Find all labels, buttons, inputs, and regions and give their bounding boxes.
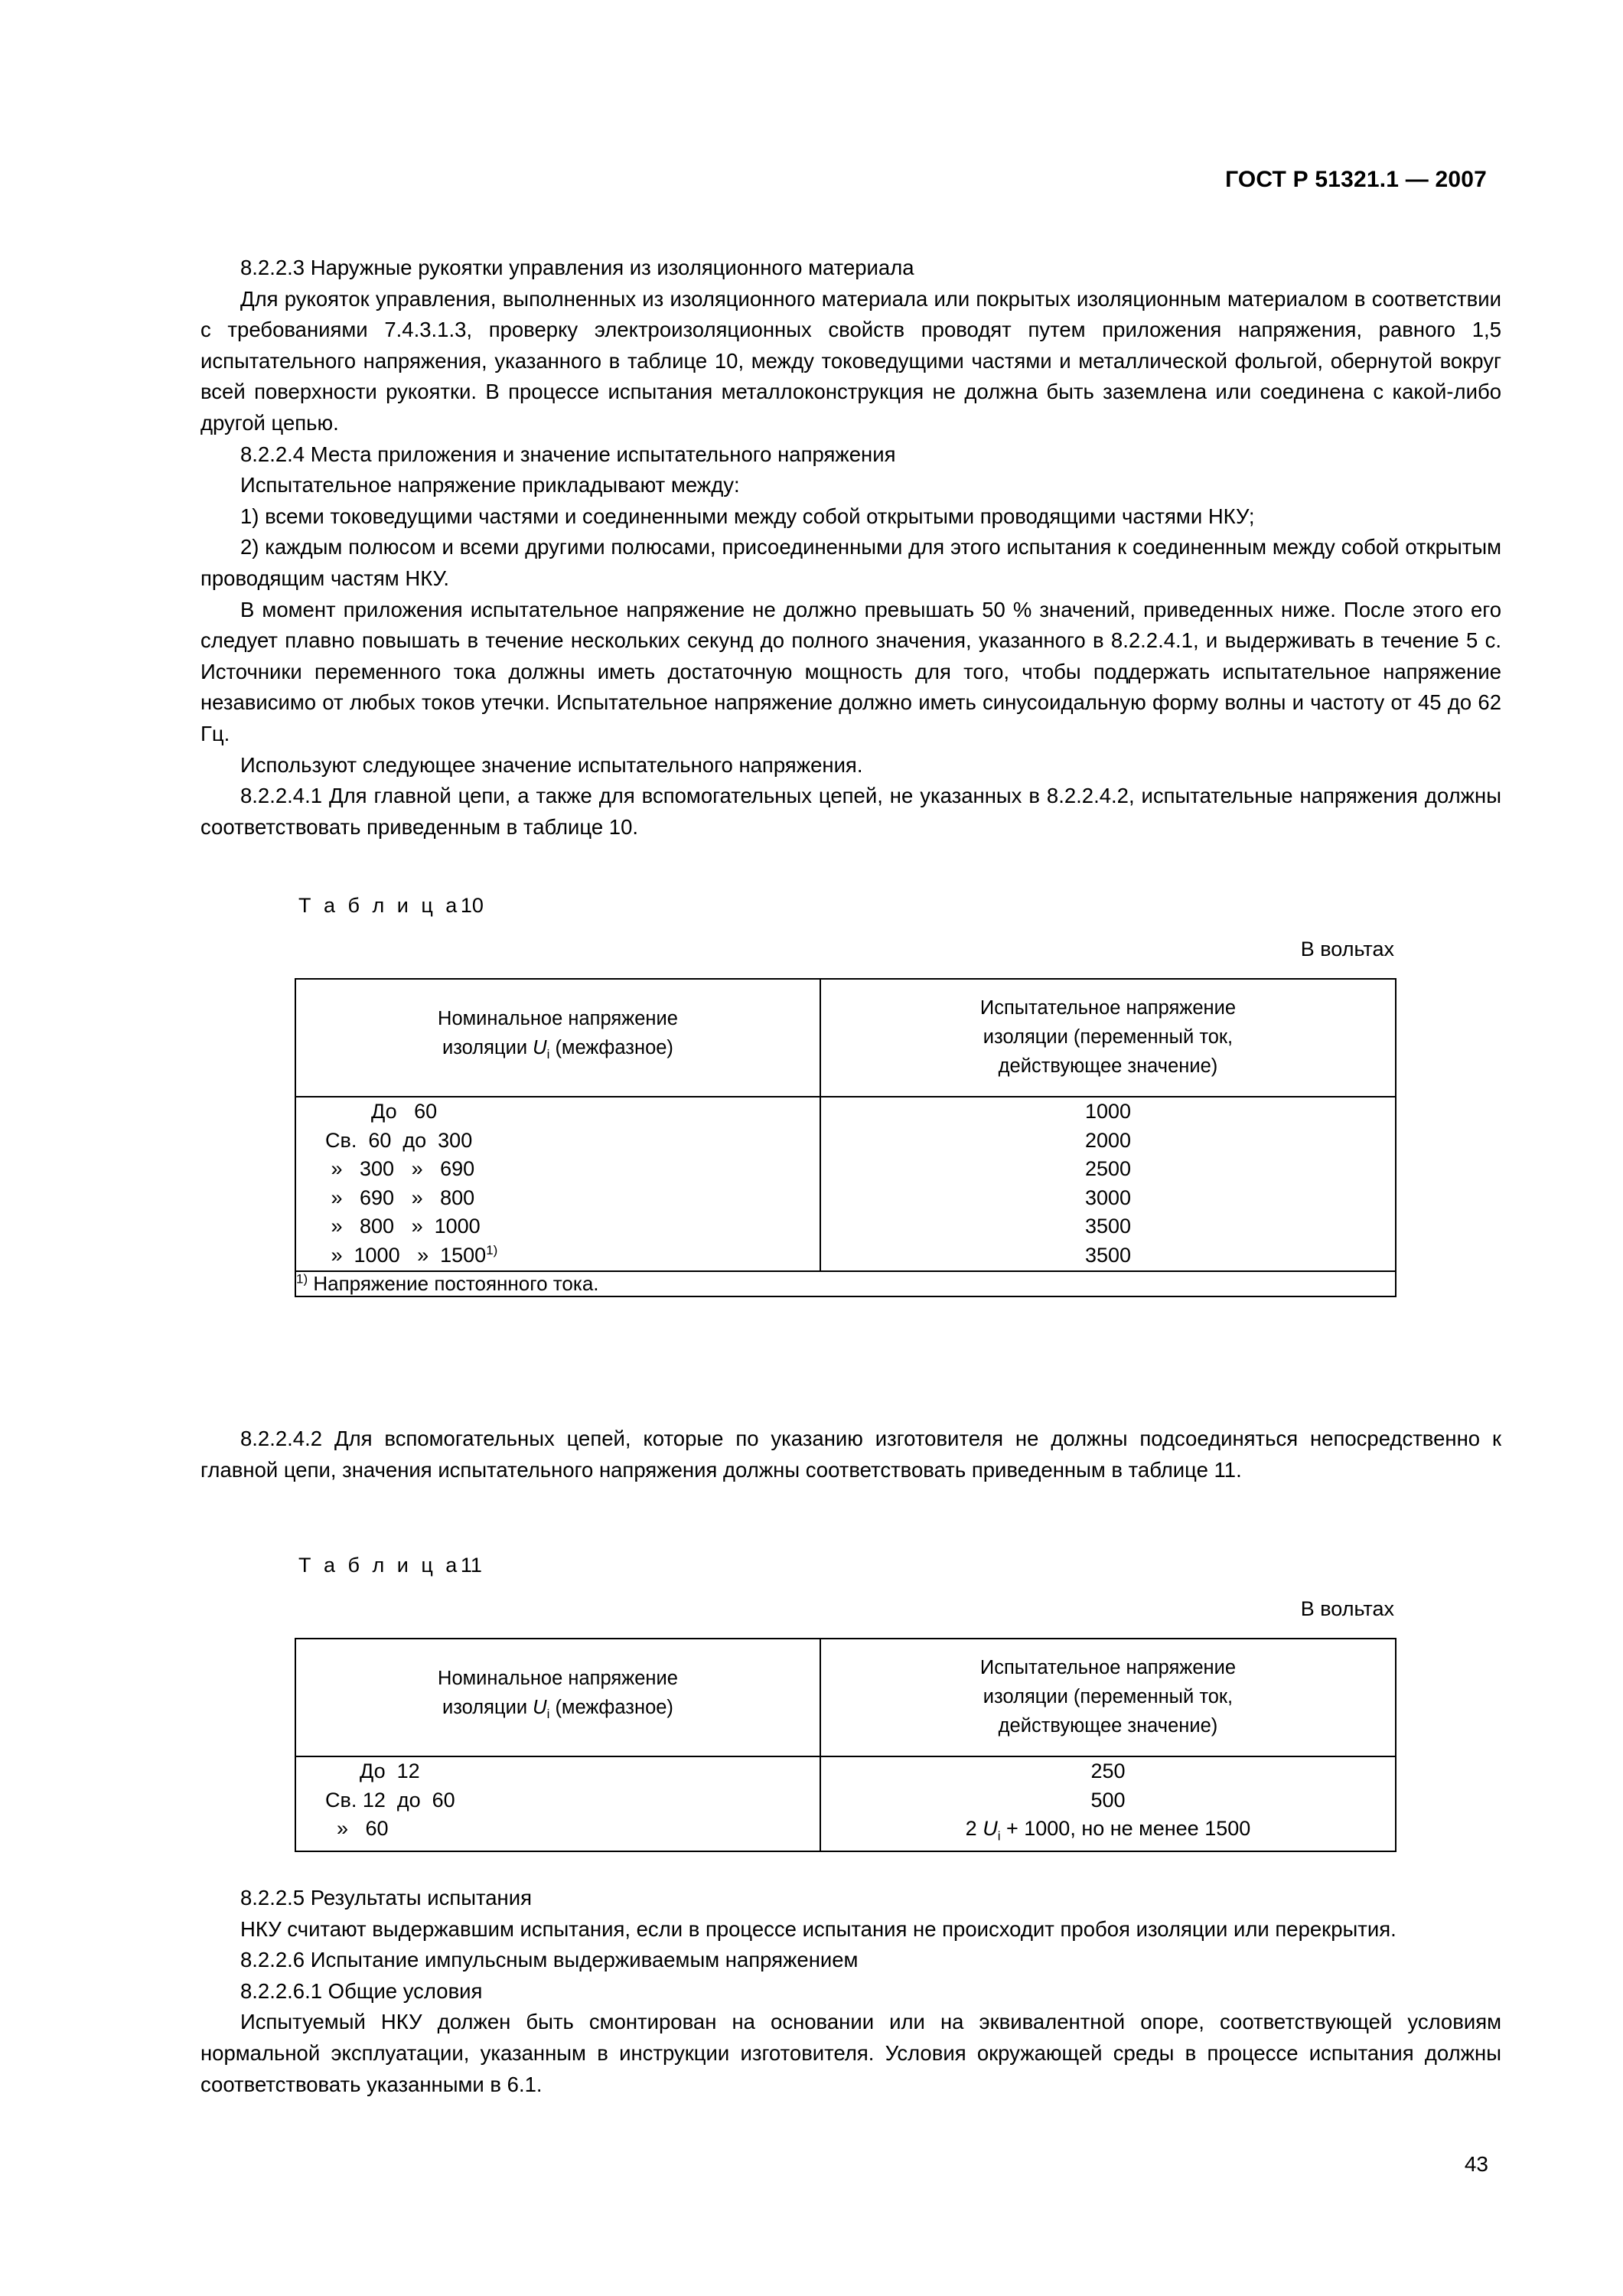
table-10-block xyxy=(200,894,1501,1297)
table-10-header-b-line-1: Испытательное напряжение xyxy=(979,997,1237,1019)
paragraph-8-2-2-4-1: 8.2.2.4.1 Для главной цепи, а также для вспомогательных цепей, не указанных в 8.2.2.4.2, испытательные напряжения должны соответствовать приведенным в таблице 10. xyxy=(200,784,1501,839)
section-heading-8-2-2-3: 8.2.2.3 Наружные рукоятки управления из изоляционного материала xyxy=(240,256,914,279)
formula-suffix: + 1000, но не менее 1500 xyxy=(1000,1817,1251,1841)
footnote-marker: 1) xyxy=(296,1270,308,1286)
table-cell-value-formula xyxy=(821,1815,1395,1851)
section-heading-8-2-2-6-1: 8.2.2.6.1 Общие условия xyxy=(240,1978,483,2003)
table-10-header-line-1: Номинальное напряжение xyxy=(438,1008,678,1030)
paragraph-voltage-application-procedure: В момент приложения испытательное напряжение не должно превышать 50 % значений, приведенных ниже. После этого его следует плавно повышать в течение нескольких секунд до полного значения, указанного в 8.2.2.4.1, и выдерживать в течение 5 с. Источники переменного тока должны иметь достаточную мощность для того, чтобы поддержать испытательное напряжение независимо от любых токов утечки. Испытательное напряжение должно иметь синусоидальную форму волны и частоту от 45 до 62 Гц. xyxy=(200,597,1501,745)
table-10-caption-number: 10 xyxy=(460,894,484,917)
table-11-value-list xyxy=(821,1757,1395,1851)
table-row: До 12 xyxy=(325,1760,420,1782)
table-11-caption xyxy=(298,1554,1501,1577)
paragraph-use-following-value: Используют следующее значение испытательного напряжения. xyxy=(240,752,863,777)
table-11-block xyxy=(200,1554,1501,1852)
table-row: » 300 » 690 xyxy=(325,1157,475,1181)
section-heading-8-2-2-6: 8.2.2.6 Испытание импульсным выдерживаемым напряжением xyxy=(240,1948,859,1972)
table-10 xyxy=(295,978,1396,1297)
section-heading-8-2-2-5: 8.2.2.5 Результаты испытания xyxy=(240,1886,532,1910)
table-10-range-list xyxy=(296,1097,820,1270)
paragraph-insulating-handles: Для рукояток управления, выполненных из изоляционного материала или покрытых изоляционным материалом в соответствии с требованиями 7.4.3.1.3, проверку электроизоляционных свойств проводят путем приложения напряжения, равного 1,5 испытательного напряжения, указанного в таблице 10, между токоведущими частями и металлической фольгой, обернутой вокруг всей поверхности рукоятки. В процессе испытания металлоконструкция не должна быть заземлена или соединена с какой-либо другой цепью. xyxy=(200,286,1501,435)
table-10-ranges-cell xyxy=(295,1097,820,1271)
table-10-caption xyxy=(298,894,1501,918)
paragraph-applied-between: Испытательное напряжение прикладывают между: xyxy=(240,473,740,497)
table-10-header-cell-rated-voltage xyxy=(295,979,820,1097)
table-11-header-cell-test-voltage xyxy=(820,1639,1396,1756)
table-cell-value: 1000 xyxy=(1084,1100,1132,1123)
table-10-header-b-line-2: изоляции (переменный ток, xyxy=(983,1026,1234,1048)
list-item-1: 1) всеми токоведущими частями и соединенными между собой открытыми проводящими частями НКУ; xyxy=(240,504,1255,528)
text-body-column-bottom xyxy=(200,1883,1501,2100)
table-row: До 60 xyxy=(325,1100,438,1123)
formula-prefix: 2 xyxy=(965,1817,983,1841)
paragraph-8-2-2-4-2: 8.2.2.4.2 Для вспомогательных цепей, которые по указанию изготовителя не должны подсоединяться непосредственно к главной цепи, значения испытательного напряжения должны соответствовать приведенным в таблице 11. xyxy=(200,1427,1501,1482)
footnote-text: Напряжение постоянного тока. xyxy=(313,1271,599,1295)
table-10-header-cell-test-voltage xyxy=(820,979,1396,1097)
page-number: 43 xyxy=(1464,2152,1488,2176)
table-10-header-row xyxy=(295,979,1396,1097)
text-body-column-middle xyxy=(200,1424,1501,1486)
table-row: Св. 60 до 300 xyxy=(325,1128,473,1152)
table-cell-value: 3500 xyxy=(1084,1215,1132,1238)
table-10-header-b-line-3: действующее значение) xyxy=(998,1055,1218,1077)
paragraph-test-results: НКУ считают выдержавшим испытания, если в процессе испытания не происходит пробоя изоляции или перекрытия. xyxy=(240,1916,1396,1941)
table-10-header-line-2-pre: изоляции xyxy=(442,1037,533,1059)
symbol-u-sub-i: $U_i$ xyxy=(983,1817,1001,1844)
section-heading-8-2-2-4: 8.2.2.4 Места приложения и значение испытательного напряжения xyxy=(240,442,896,466)
table-11-ranges-cell xyxy=(295,1756,820,1851)
table-cell-value: 2500 xyxy=(1084,1157,1132,1181)
table-10-unit-note: В вольтах xyxy=(1300,938,1394,960)
table-10-footnote-row xyxy=(295,1271,1396,1296)
table-row: » 800 » 1000 xyxy=(325,1215,481,1238)
table-10-caption-label: Т а б л и ц а xyxy=(298,894,461,917)
table-11-range-list xyxy=(296,1757,820,1844)
table-11-caption-label: Т а б л и ц а xyxy=(298,1554,461,1577)
table-11-header-b-line-2: изоляции (переменный ток, xyxy=(983,1686,1234,1707)
table-row: » 60 xyxy=(325,1817,389,1841)
table-11-header-b-line-1: Испытательное напряжение xyxy=(979,1657,1237,1678)
table-row-range-text: » 1000 » 1500 xyxy=(325,1243,487,1267)
table-10-header-line-2-post: (межфазное) xyxy=(549,1037,673,1059)
table-cell-value: 250 xyxy=(1090,1760,1126,1782)
table-cell-value: 3000 xyxy=(1084,1186,1132,1209)
table-10-value-list xyxy=(821,1097,1395,1270)
symbol-u-sub-i: $U_i$ xyxy=(533,1697,550,1722)
table-10-values-cell xyxy=(820,1097,1396,1271)
table-row: Св. 12 до 60 xyxy=(325,1788,455,1812)
table-row: » 690 » 800 xyxy=(325,1186,475,1209)
table-11-unit-note: В вольтах xyxy=(1300,1597,1394,1620)
text-body-column xyxy=(200,253,1501,843)
table-11-caption-number: 11 xyxy=(460,1554,482,1577)
table-10-footnote xyxy=(295,1271,1396,1296)
table-10-data-row-group xyxy=(295,1097,1396,1271)
paragraph-general-conditions: Испытуемый НКУ должен быть смонтирован на основании или на эквивалентной опоре, соответствующей условиям нормальной эксплуатации, указанным в инструкции изготовителя. Условия окружающей среды в процессе испытания должны соответствовать указанными в 6.1. xyxy=(200,2010,1501,2096)
table-cell-value: 2000 xyxy=(1084,1128,1132,1152)
table-11-data-row-group xyxy=(295,1756,1396,1851)
table-cell-value: 500 xyxy=(1090,1788,1126,1812)
table-11-header-b-line-3: действующее значение) xyxy=(998,1715,1218,1737)
footnote-marker: 1) xyxy=(486,1242,498,1257)
table-row xyxy=(325,1241,820,1270)
list-item-2: 2) каждым полюсом и всеми другими полюсами, присоединенными для этого испытания к соединенным между собой открытым проводящим частям НКУ. xyxy=(200,535,1501,590)
table-11 xyxy=(295,1638,1396,1852)
table-11-header-line-1: Номинальное напряжение xyxy=(438,1668,678,1690)
table-11-header-cell-rated-voltage xyxy=(295,1639,820,1756)
symbol-u-sub-i: $U_i$ xyxy=(533,1037,550,1062)
table-cell-value: 3500 xyxy=(1084,1243,1132,1267)
table-11-values-cell xyxy=(820,1756,1396,1851)
table-11-header-line-2-pre: изоляции xyxy=(442,1697,533,1719)
running-header-standard-number: ГОСТ Р 51321.1 — 2007 xyxy=(1225,167,1487,192)
table-11-header-line-2-post: (межфазное) xyxy=(549,1697,673,1719)
table-11-header-row xyxy=(295,1639,1396,1756)
